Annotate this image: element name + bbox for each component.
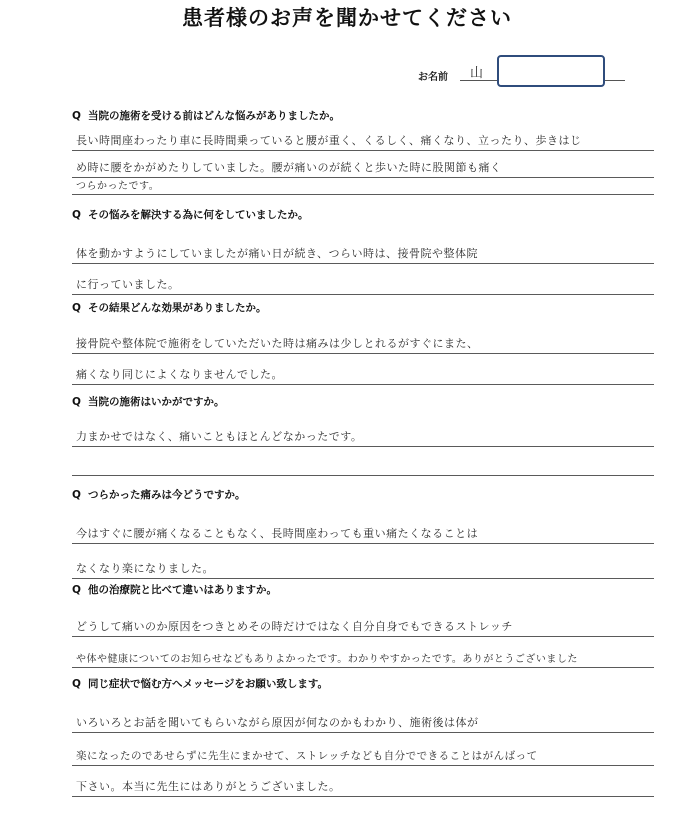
name-value: 山	[470, 66, 484, 81]
answer-text: つらかったです。	[76, 181, 160, 192]
q-mark: Q	[72, 584, 81, 596]
answer-text: め時に腰をかがめたりしていました。腰が痛いのが続くと歩いた時に股関節も痛く	[76, 161, 502, 174]
section-result	[72, 300, 662, 385]
question	[72, 394, 662, 410]
section-concern-before	[72, 108, 662, 195]
section-current-pain	[72, 487, 662, 579]
answer-line	[72, 598, 654, 637]
answer-line	[72, 264, 654, 295]
question-text: その結果どんな効果がありましたか。	[88, 302, 267, 314]
answer-line	[72, 544, 654, 579]
question	[72, 300, 662, 316]
q-mark: Q	[72, 302, 81, 314]
q-mark: Q	[72, 209, 81, 221]
answer-text: 下さい。本当に先生にはありがとうございました。	[76, 780, 341, 793]
answer-line	[72, 637, 654, 668]
answer-line	[72, 354, 654, 385]
question	[72, 207, 662, 223]
answer-text: 痛くなり同じによくなりませんでした。	[76, 368, 283, 381]
answer-line	[72, 447, 654, 476]
question-text: 他の治療院と比べて違いはありますか。	[88, 584, 277, 596]
answer-text: 今はすぐに腰が痛くなることもなく、長時間座わっても重い痛たくなることは	[76, 527, 479, 540]
answer-line	[72, 223, 654, 264]
page-title: 患者様のお声を聞かせてください	[182, 6, 512, 30]
q-mark: Q	[72, 489, 81, 501]
answer-line	[72, 178, 654, 195]
answer-text: 長い時間座わったり車に長時間乗っていると腰が重く、くるしく、痛くなり、立ったり、歩きはじ	[76, 134, 582, 147]
question-text: 同じ症状で悩む方へメッセージをお願い致します。	[88, 678, 329, 690]
question	[72, 582, 662, 598]
answer-line	[72, 766, 654, 797]
q-mark: Q	[72, 396, 81, 408]
answer-text: どうして痛いのか原因をつきとめその時だけではなく自分自身でもできるストレッチ	[76, 620, 513, 633]
q-mark: Q	[72, 110, 81, 122]
name-redaction-box	[497, 55, 605, 87]
answer-text: 楽になったのであせらずに先生にまかせて、ストレッチなども自分でできることはがんばって	[76, 750, 538, 762]
answer-text: や体や健康についてのお知らせなどもありよかったです。わかりやすかったです。ありがとうございました	[76, 654, 578, 665]
answer-text: 体を動かすようにしていましたが痛い日が続き、つらい時は、接骨院や整体院	[76, 247, 479, 260]
question	[72, 487, 662, 503]
name-label: お名前	[418, 72, 448, 83]
answer-text: に行っていました。	[76, 278, 180, 291]
answer-line	[72, 151, 654, 178]
section-message	[72, 676, 662, 797]
answer-text: 力まかせではなく、痛いこともほとんどなかったです。	[76, 430, 363, 443]
answer-line	[72, 316, 654, 354]
answer-text: なくなり楽になりました。	[76, 562, 214, 575]
section-differences	[72, 582, 662, 668]
question	[72, 108, 662, 124]
answer-line	[72, 733, 654, 766]
answer-line	[72, 124, 654, 151]
answer-text: 接骨院や整体院で施術をしていただいた時は痛みは少しとれるがすぐにまた、	[76, 337, 479, 350]
question-text: 当院の施術はいかがですか。	[88, 396, 225, 408]
answer-line	[72, 692, 654, 733]
question	[72, 676, 662, 692]
question-text: 当院の施術を受ける前はどんな悩みがありましたか。	[88, 110, 340, 122]
answer-line	[72, 410, 654, 447]
question-text: つらかった痛みは今どうですか。	[88, 489, 246, 501]
answer-text: いろいろとお話を聞いてもらいながら原因が何なのかもわかり、施術後は体が	[76, 716, 479, 729]
question-text: その悩みを解決する為に何をしていましたか。	[88, 209, 309, 221]
q-mark: Q	[72, 678, 81, 690]
answer-line	[72, 503, 654, 544]
section-what-tried	[72, 207, 662, 295]
section-impression	[72, 394, 662, 476]
